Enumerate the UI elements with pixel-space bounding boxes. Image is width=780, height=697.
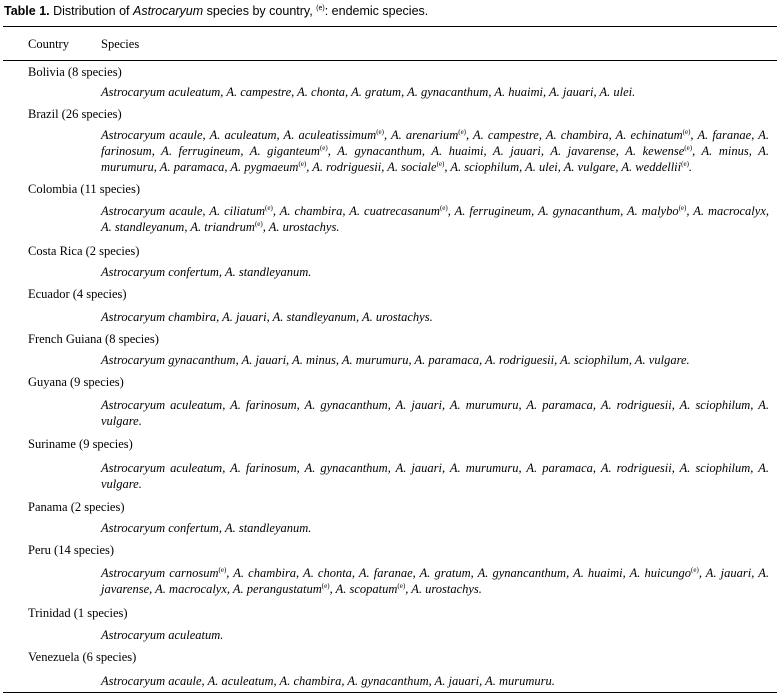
species-cell: Astrocaryum aculeatum. — [101, 628, 224, 642]
caption-label: Table 1. — [4, 4, 50, 18]
country-cell: Suriname (9 species) — [28, 437, 133, 451]
country-cell: Brazil (26 species) — [28, 107, 122, 121]
species-cell: Astrocaryum aculeatum, A. campestre, A. chonta, A. gratum, A. gynacanthum, A. huaimi, A. jauari, A. ulei. — [101, 85, 636, 99]
country-cell: Venezuela (6 species) — [28, 650, 137, 664]
species-cell: Astrocaryum carnosum$^{(e)}$, A. chambira, A. chonta, A. faranae, A. gratum, A. gynancanthum, A. huaimi, A. huicungo$^{(e)}$, A. jauari, A. javarense, A. macrocalyx, A. perangustatum$^{(e)}$, A. scopatum$^{(e)}$, A. urostachys. — [101, 566, 769, 596]
species-cell: Astrocaryum aculeatum, A. farinosum, A. gynacanthum, A. jauari, A. murumuru, A. paramaca, A. rodriguesii, A. sciophilum, A. vulgare. — [101, 398, 769, 428]
species-cell: Astrocaryum acaule, A. ciliatum$^{(e)}$, A. chambira, A. cuatrecasanum$^{(e)}$, A. ferrugineum, A. gynacanthum, A. malybo$^{(e)}$, A. macrocalyx, A. standleyanum, A. triandrum$^{(e)}$, A. urostachys. — [101, 204, 769, 234]
country-cell: French Guiana (8 species) — [28, 332, 159, 346]
country-cell: Costa Rica (2 species) — [28, 244, 140, 258]
country-cell: Panama (2 species) — [28, 500, 125, 514]
country-cell: Guyana (9 species) — [28, 375, 124, 389]
header-species: Species — [101, 37, 140, 51]
species-cell: Astrocaryum confertum, A. standleyanum. — [101, 265, 312, 279]
species-cell: Astrocaryum confertum, A. standleyanum. — [101, 521, 312, 535]
country-cell: Trinidad (1 species) — [28, 606, 128, 620]
caption-text-end: : endemic species. — [324, 4, 429, 18]
species-cell: Astrocaryum acaule, A. aculeatum, A. chambira, A. gynacanthum, A. jauari, A. murumuru. — [101, 674, 555, 688]
table-header — [0, 25, 780, 61]
caption-text-after: species by country, — [203, 4, 317, 18]
species-cell: Astrocaryum gynacanthum, A. jauari, A. minus, A. murumuru, A. paramaca, A. rodriguesii, A. sciophilum, A. vulgare. — [101, 353, 690, 367]
caption-genus: Astrocaryum — [133, 4, 204, 18]
caption-text: Distribution of — [49, 4, 133, 18]
country-cell: Colombia (11 species) — [28, 182, 141, 196]
country-cell: Bolivia (8 species) — [28, 65, 122, 79]
country-cell: Ecuador (4 species) — [28, 287, 127, 301]
header-country: Country — [28, 37, 69, 51]
species-cell: Astrocaryum aculeatum, A. farinosum, A. gynacanthum, A. jauari, A. murumuru, A. paramaca, A. rodriguesii, A. sciophilum, A. vulgare. — [101, 461, 769, 491]
species-cell: Astrocaryum acaule, A. aculeatum, A. aculeatissimum$^{(e)}$, A. arenarium$^{(e)}$, A. campestre, A. chambira, A. echinatum$^{(e)}$, A. faranae, A. farinosum, A. ferrugineum, A. giganteum$^{(e)}$, A. gynacanthum, A. huaimi, A. jauari, A. javarense, A. kewense$^{(e)}$, A. minus, A. murumuru, A. paramaca, A. pygmaeum$^{(e)}$, A. rodriguesii, A. sociale$^{(e)}$, A. sciophilum, A. ulei, A. vulgare, A. weddellii$^{(e)}$. — [101, 128, 770, 174]
endemic-mark: (e) — [316, 5, 325, 12]
table-caption — [4, 3, 776, 19]
country-cell: Peru (14 species) — [28, 543, 115, 557]
table-bottom-rule — [3, 692, 777, 693]
species-cell: Astrocaryum chambira, A. jauari, A. standleyanum, A. urostachys. — [101, 310, 433, 324]
